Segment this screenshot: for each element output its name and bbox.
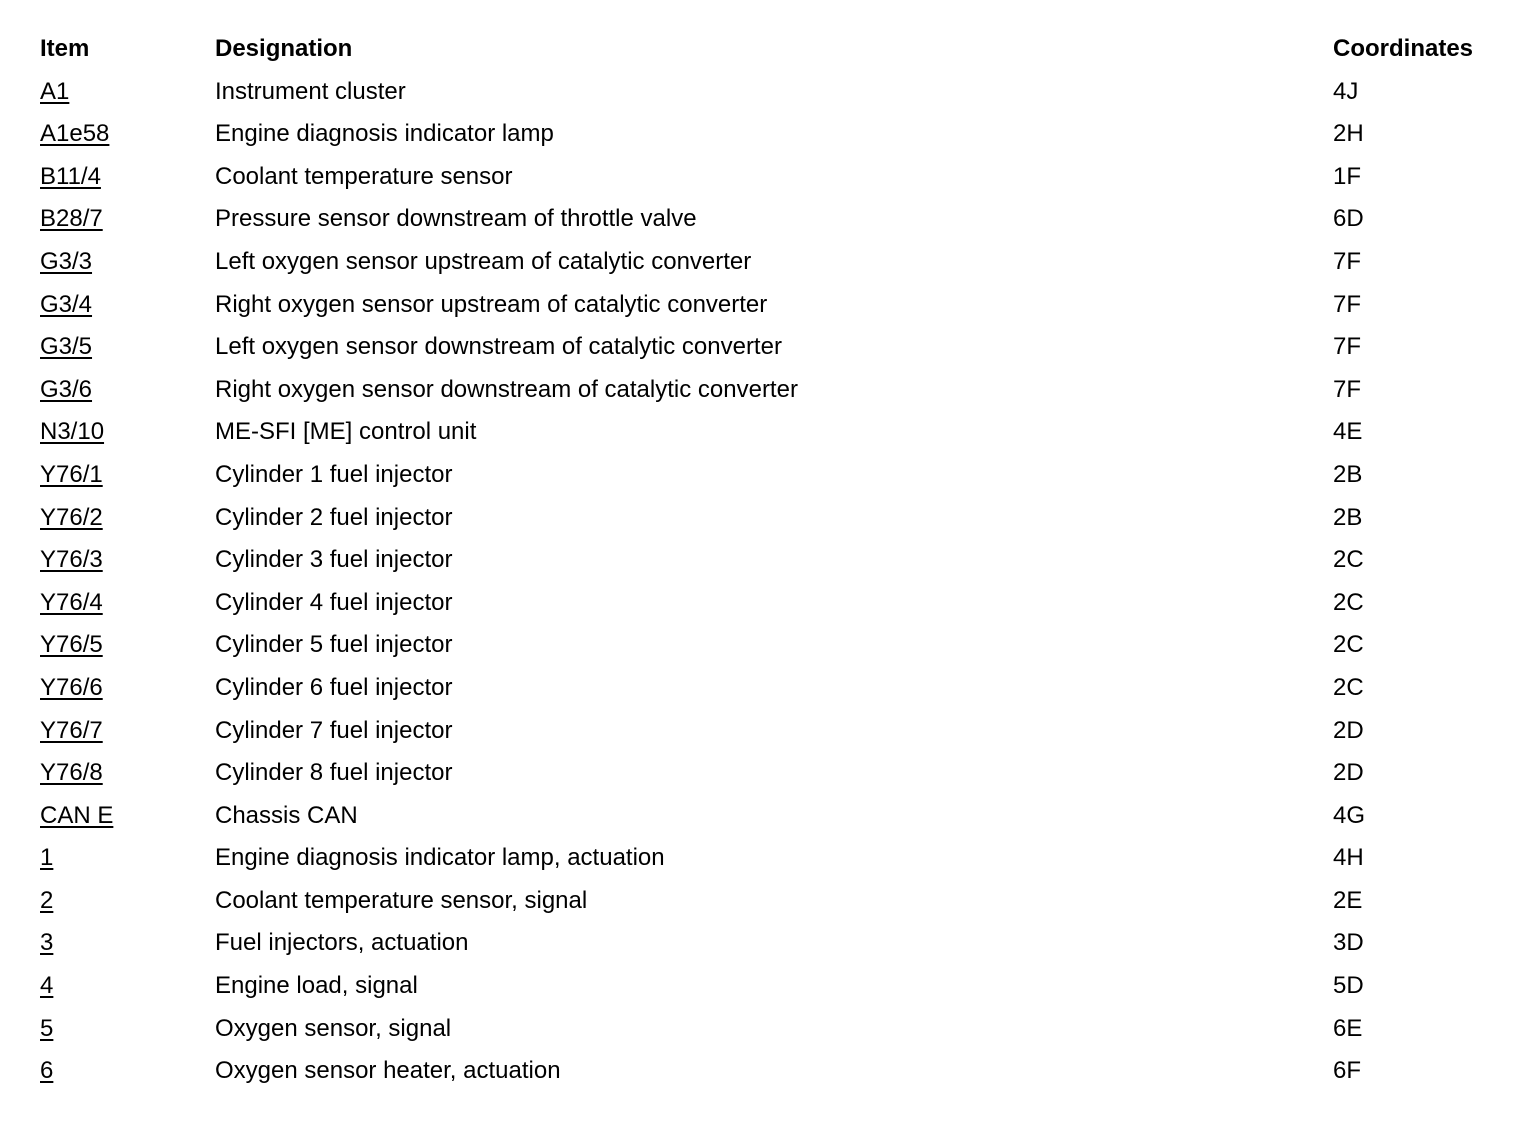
item-link[interactable]: G3/6 (40, 375, 93, 403)
table-row (40, 1008, 1500, 1051)
coordinates-text: 7F (1333, 375, 1362, 403)
table-row (40, 752, 1500, 795)
table-row (40, 965, 1500, 1008)
table-row (40, 1050, 1500, 1093)
coordinates-text: 2C (1333, 546, 1364, 574)
item-link[interactable]: 5 (40, 1014, 54, 1042)
designation-text: Oxygen sensor heater, actuation (215, 1057, 561, 1085)
table-row (40, 837, 1500, 880)
item-link[interactable]: Y76/4 (40, 588, 103, 616)
table-row (40, 198, 1500, 241)
designation-text: Cylinder 4 fuel injector (215, 588, 453, 616)
coordinates-text: 2C (1333, 588, 1364, 616)
designation-text: ME-SFI [ME] control unit (215, 418, 477, 446)
component-legend-table (40, 28, 1500, 1093)
designation-text: Oxygen sensor, signal (215, 1014, 452, 1042)
coordinates-text: 7F (1333, 290, 1362, 318)
designation-text: Coolant temperature sensor, signal (215, 886, 588, 914)
table-row (40, 880, 1500, 923)
coordinates-text: 7F (1333, 247, 1362, 275)
coordinates-text: 7F (1333, 333, 1362, 361)
table-row (40, 624, 1500, 667)
coordinates-text: 3D (1333, 929, 1364, 957)
item-link[interactable]: G3/5 (40, 333, 93, 361)
item-link[interactable]: 1 (40, 844, 54, 872)
designation-text: Left oxygen sensor downstream of catalytic converter (215, 333, 782, 361)
header-item: Item (40, 35, 90, 62)
coordinates-text: 2C (1333, 631, 1364, 659)
table-body (40, 71, 1500, 1093)
coordinates-text: 2C (1333, 673, 1364, 701)
item-link[interactable]: Y76/6 (40, 673, 103, 701)
coordinates-text: 4H (1333, 844, 1364, 872)
coordinates-text: 2B (1333, 503, 1363, 531)
table-row (40, 284, 1500, 327)
table-row (40, 411, 1500, 454)
designation-text: Left oxygen sensor upstream of catalytic converter (215, 247, 752, 275)
header-coordinates: Coordinates (1333, 35, 1474, 62)
designation-text: Pressure sensor downstream of throttle valve (215, 205, 697, 233)
table-row (40, 922, 1500, 965)
item-link[interactable]: 6 (40, 1057, 54, 1085)
header-designation: Designation (215, 35, 353, 62)
item-link[interactable]: N3/10 (40, 418, 105, 446)
item-link[interactable]: 4 (40, 972, 54, 1000)
designation-text: Instrument cluster (215, 77, 406, 105)
designation-text: Engine diagnosis indicator lamp, actuation (215, 844, 665, 872)
designation-text: Right oxygen sensor upstream of catalytic converter (215, 290, 768, 318)
coordinates-text: 2D (1333, 716, 1364, 744)
item-link[interactable]: B11/4 (40, 162, 101, 190)
table-row (40, 326, 1500, 369)
table-row (40, 582, 1500, 625)
item-link[interactable]: G3/4 (40, 290, 93, 318)
item-link[interactable]: A1 (40, 77, 70, 105)
coordinates-text: 4E (1333, 418, 1363, 446)
designation-text: Cylinder 1 fuel injector (215, 460, 453, 488)
coordinates-text: 2B (1333, 460, 1363, 488)
table-header-row (40, 28, 1500, 71)
table-row (40, 667, 1500, 710)
coordinates-text: 6F (1333, 1057, 1362, 1085)
designation-text: Cylinder 3 fuel injector (215, 546, 453, 574)
table-row (40, 497, 1500, 540)
table-row (40, 241, 1500, 284)
table-row (40, 113, 1500, 156)
coordinates-text: 6D (1333, 205, 1364, 233)
designation-text: Cylinder 5 fuel injector (215, 631, 453, 659)
coordinates-text: 2D (1333, 759, 1364, 787)
item-link[interactable]: Y76/5 (40, 631, 103, 659)
table-row (40, 795, 1500, 838)
table-row (40, 369, 1500, 412)
item-link[interactable]: CAN E (40, 801, 114, 829)
designation-text: Engine diagnosis indicator lamp (215, 120, 554, 148)
designation-text: Cylinder 2 fuel injector (215, 503, 453, 531)
coordinates-text: 4G (1333, 801, 1366, 829)
item-link[interactable]: A1e58 (40, 120, 110, 148)
table-row (40, 71, 1500, 114)
table-row (40, 454, 1500, 497)
item-link[interactable]: G3/3 (40, 247, 93, 275)
designation-text: Coolant temperature sensor (215, 162, 513, 190)
designation-text: Right oxygen sensor downstream of catalytic converter (215, 375, 798, 403)
coordinates-text: 4J (1333, 77, 1359, 105)
coordinates-text: 6E (1333, 1014, 1363, 1042)
coordinates-text: 1F (1333, 162, 1362, 190)
item-link[interactable]: 3 (40, 929, 54, 957)
item-link[interactable]: Y76/3 (40, 546, 103, 574)
designation-text: Chassis CAN (215, 801, 358, 829)
designation-text: Cylinder 6 fuel injector (215, 673, 453, 701)
item-link[interactable]: 2 (40, 886, 54, 914)
item-link[interactable]: Y76/7 (40, 716, 103, 744)
designation-text: Fuel injectors, actuation (215, 929, 469, 957)
table-row (40, 539, 1500, 582)
table-row (40, 710, 1500, 753)
item-link[interactable]: Y76/8 (40, 759, 103, 787)
coordinates-text: 2H (1333, 120, 1364, 148)
designation-text: Cylinder 7 fuel injector (215, 716, 453, 744)
coordinates-text: 5D (1333, 972, 1364, 1000)
designation-text: Engine load, signal (215, 972, 418, 1000)
coordinates-text: 2E (1333, 886, 1363, 914)
designation-text: Cylinder 8 fuel injector (215, 759, 453, 787)
table-row (40, 156, 1500, 199)
item-link[interactable]: B28/7 (40, 205, 103, 233)
item-link[interactable]: Y76/2 (40, 503, 103, 531)
item-link[interactable]: Y76/1 (40, 460, 103, 488)
